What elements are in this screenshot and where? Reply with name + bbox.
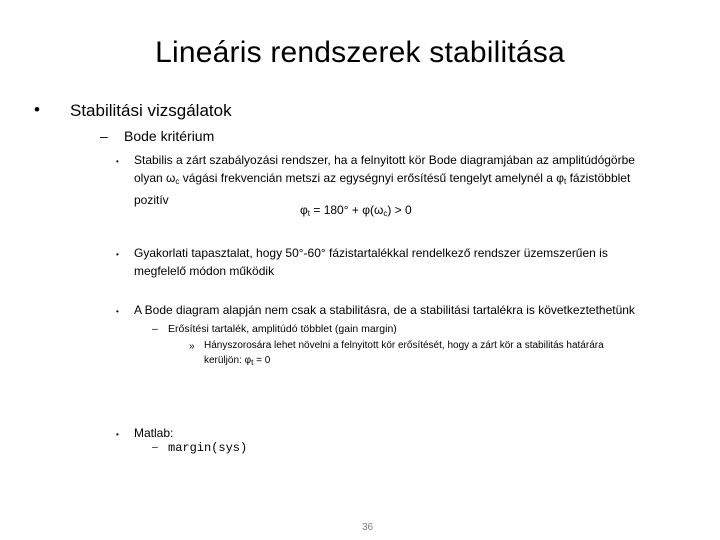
phase-margin-formula — [300, 203, 412, 218]
item1-bullet: • — [116, 157, 119, 166]
gain-margin-text: Erősítési tartalék, amplitúdó többlet (gain margin) — [168, 323, 397, 335]
level2-text: Bode kritérium — [124, 128, 215, 144]
gain-margin-dash: – — [152, 323, 158, 335]
explanation-line2 — [204, 353, 604, 370]
formula-phi: φ — [300, 203, 308, 217]
item4-bullet: • — [116, 430, 119, 439]
item1-line1: Stabilis a zárt szabályozási rendszer, ha a felnyitott kör Bode diagramjában az amplitúdógörbe — [134, 153, 635, 167]
item3-bullet: • — [116, 307, 119, 316]
item1-line2-b: vágási frekvencián metszi az egységnyi erősítésű tengelyt amelynél a φ — [179, 171, 565, 185]
explanation-marker: » — [189, 341, 195, 352]
item2-line2: megfelelő módon működik — [134, 264, 275, 278]
explanation-line1: Hányszorosára lehet növelni a felnyitott kör erősítését, hogy a zárt kör a stabilitás határára — [204, 340, 604, 351]
item3-text — [134, 301, 694, 319]
formula-mid: = 180° + φ(ω — [310, 203, 384, 217]
level1-text: Stabilitási vizsgálatok — [70, 101, 232, 120]
slide-title: Lineáris rendszerek stabilitása — [155, 36, 565, 69]
formula-sub-t: t — [307, 209, 311, 218]
formula-end: ) > 0 — [387, 203, 412, 217]
level2-dash: – — [100, 128, 108, 144]
explanation-sub-t: t — [251, 358, 254, 367]
explanation-line2-b: = 0 — [253, 355, 271, 366]
item1-text — [134, 151, 674, 209]
item1-line2 — [134, 169, 674, 191]
explanation-line2-a: kerüljön: φ — [204, 355, 252, 366]
item1-line2-a: olyan ω — [134, 171, 176, 185]
item3-line1: A Bode diagram alapján nem csak a stabilitásra, de a stabilitási tartalékra is következtethetünk — [134, 303, 635, 317]
item1-line2-c: fázistöbblet — [566, 171, 631, 185]
matlab-label: Matlab: — [134, 426, 174, 440]
phi-t-subscript: t — [564, 177, 567, 186]
formula-sub-c: c — [383, 209, 388, 218]
item1-line3: pozitív — [134, 193, 169, 207]
omega-c-subscript: c — [175, 177, 180, 186]
matlab-code: margin(sys) — [168, 441, 248, 455]
level1-bullet: • — [34, 100, 40, 119]
item2-line1: Gyakorlati tapasztalat, hogy 50°-60° fázistartalékkal rendelkező rendszer üzemszerűen is — [134, 246, 608, 260]
item2-bullet: • — [116, 250, 119, 259]
item2-text — [134, 244, 674, 280]
matlab-dash: – — [152, 441, 158, 453]
explanation-text — [204, 338, 604, 370]
page-number: 36 — [362, 522, 374, 533]
